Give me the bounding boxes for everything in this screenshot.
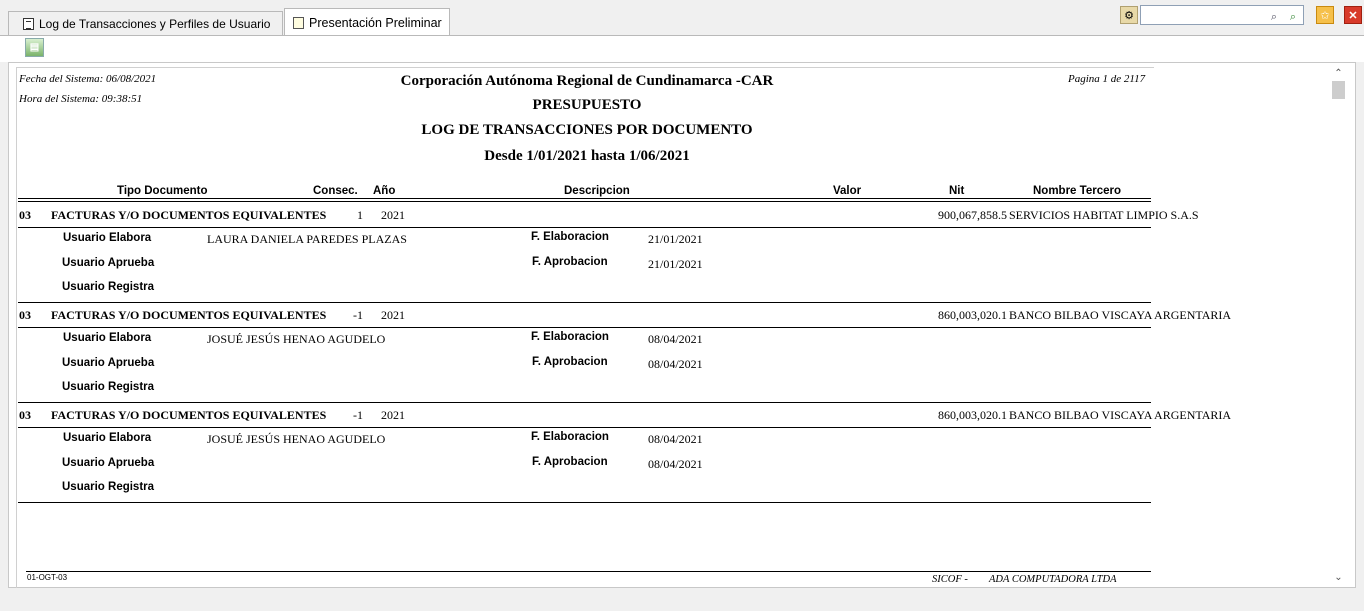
record-divider [18, 402, 1151, 403]
label-f-aprobacion: F. Aprobacion [532, 256, 608, 268]
record-nit: 860,003,020.1 [938, 308, 1007, 322]
header-line [18, 198, 1151, 199]
record-nit: 860,003,020.1 [938, 408, 1007, 422]
record-tipo: FACTURAS Y/O DOCUMENTOS EQUIVALENTES [51, 208, 327, 222]
tab-bar [0, 0, 1364, 36]
record-anio: 2021 [381, 208, 405, 222]
record-tercero: SERVICIOS HABITAT LIMPIO S.A.S [1009, 208, 1199, 222]
list-icon [23, 18, 34, 30]
label-f-elaboracion: F. Elaboracion [531, 431, 609, 443]
record-tipo: FACTURAS Y/O DOCUMENTOS EQUIVALENTES [51, 308, 327, 322]
scroll-down-icon[interactable]: ⌄ [1334, 571, 1343, 583]
record-code: 03 [19, 408, 31, 422]
record-f-elaboracion: 08/04/2021 [648, 432, 703, 446]
label-f-aprobacion: F. Aprobacion [532, 356, 608, 368]
footer-sicof: SICOF - [932, 574, 968, 585]
record-nit: 900,067,858.5 [938, 208, 1007, 222]
record-consec: 1 [357, 208, 363, 222]
record-tipo: FACTURAS Y/O DOCUMENTOS EQUIVALENTES [51, 408, 327, 422]
label-usuario-registra: Usuario Registra [62, 481, 155, 493]
col-tipo-documento: Tipo Documento [117, 185, 208, 197]
label-usuario-aprueba: Usuario Aprueba [62, 457, 155, 469]
record-f-elaboracion: 21/01/2021 [648, 232, 703, 246]
label-usuario-registra: Usuario Registra [62, 281, 155, 293]
report-page [16, 67, 1232, 588]
col-valor: Valor [833, 185, 862, 197]
page-counter: Pagina 1 de 2117 [1068, 73, 1146, 85]
scroll-up-icon[interactable]: ⌃ [1334, 67, 1343, 79]
document-icon [293, 17, 304, 29]
record-consec: -1 [353, 308, 363, 322]
filter-icon[interactable]: ⚙ [1120, 6, 1138, 24]
col-nit: Nit [949, 185, 965, 197]
report-title: LOG DE TRANSACCIONES POR DOCUMENTO [421, 122, 753, 138]
search-next-icon[interactable]: ⌕ [1289, 10, 1297, 23]
footer-company: ADA COMPUTADORA LTDA [989, 574, 1117, 585]
record-divider [18, 302, 1151, 303]
record-code: 03 [19, 208, 31, 222]
record-divider [18, 502, 1151, 503]
label-usuario-elabora: Usuario Elabora [63, 432, 152, 444]
label-usuario-registra: Usuario Registra [62, 381, 155, 393]
record-anio: 2021 [381, 408, 405, 422]
toolbar [0, 36, 1364, 62]
col-descripcion: Descripcion [564, 185, 630, 197]
close-icon[interactable]: ✕ [1344, 6, 1362, 24]
record-usuario-elabora: LAURA DANIELA PAREDES PLAZAS [207, 232, 407, 246]
record-divider [18, 427, 1151, 428]
record-f-aprobacion: 21/01/2021 [648, 257, 703, 271]
col-nombre-tercero: Nombre Tercero [1033, 185, 1121, 197]
record-tercero: BANCO BILBAO VISCAYA ARGENTARIA [1009, 308, 1232, 322]
record-divider [18, 227, 1151, 228]
hora-sistema: Hora del Sistema: 09:38:51 [19, 93, 143, 105]
header-line [18, 201, 1151, 202]
label-usuario-elabora: Usuario Elabora [63, 332, 152, 344]
tab-label: Presentación Preliminar [309, 15, 442, 30]
footer-line [26, 571, 1151, 572]
record-code: 03 [19, 308, 31, 322]
tab-log-transacciones[interactable] [8, 11, 283, 35]
col-consec: Consec. [313, 185, 358, 197]
fecha-sistema: Fecha del Sistema: 06/08/2021 [19, 73, 157, 85]
record-consec: -1 [353, 408, 363, 422]
search-input[interactable] [1141, 7, 1267, 25]
report-date-range: Desde 1/01/2021 hasta 1/06/2021 [484, 148, 690, 164]
report-viewer [8, 62, 1356, 588]
vertical-scrollbar[interactable] [1330, 63, 1347, 587]
record-usuario-elabora: JOSUÉ JESÚS HENAO AGUDELO [207, 332, 386, 346]
label-f-elaboracion: F. Elaboracion [531, 331, 609, 343]
col-anio: Año [373, 185, 396, 197]
footer-code: 01-OGT-03 [27, 573, 68, 582]
scroll-thumb[interactable] [1332, 81, 1345, 99]
label-usuario-aprueba: Usuario Aprueba [62, 357, 155, 369]
record-tercero: BANCO BILBAO VISCAYA ARGENTARIA [1009, 408, 1232, 422]
report-org: Corporación Autónoma Regional de Cundinamarca -CAR [400, 73, 774, 89]
record-usuario-elabora: JOSUÉ JESÚS HENAO AGUDELO [207, 432, 386, 446]
record-divider [18, 327, 1151, 328]
report-module: PRESUPUESTO [532, 97, 642, 113]
label-usuario-elabora: Usuario Elabora [63, 232, 152, 244]
label-f-elaboracion: F. Elaboracion [531, 231, 609, 243]
record-anio: 2021 [381, 308, 405, 322]
excel-icon: ▤ [29, 42, 40, 53]
label-f-aprobacion: F. Aprobacion [532, 456, 608, 468]
search-box [1140, 5, 1304, 25]
record-f-aprobacion: 08/04/2021 [648, 457, 703, 471]
export-excel-button[interactable] [25, 38, 44, 57]
label-usuario-aprueba: Usuario Aprueba [62, 257, 155, 269]
tab-presentacion-preliminar[interactable] [284, 8, 450, 36]
record-f-aprobacion: 08/04/2021 [648, 357, 703, 371]
favorite-icon[interactable]: ✩ [1316, 6, 1334, 24]
tab-label: Log de Transacciones y Perfiles de Usuario [39, 16, 271, 31]
search-icon[interactable]: ⌕ [1270, 10, 1278, 23]
record-f-elaboracion: 08/04/2021 [648, 332, 703, 346]
